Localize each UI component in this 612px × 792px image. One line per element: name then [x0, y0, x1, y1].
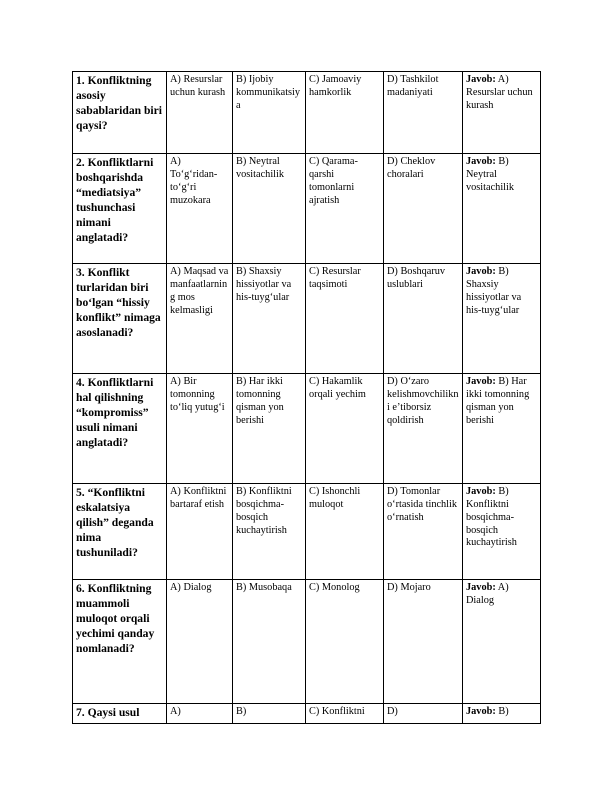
option-c-cell: C) Resurslar taqsimoti: [306, 264, 384, 374]
answer-cell: [463, 580, 541, 704]
option-d-cell: D): [384, 704, 463, 724]
option-d-cell: D) Boshqaruv uslublari: [384, 264, 463, 374]
question-cell: 4. Konfliktlarni hal qilishning “kompromiss” usuli nimani anglatadi?: [73, 374, 167, 484]
option-b-cell: B) Har ikki tomonning qisman yon berishi: [233, 374, 306, 484]
question-cell: 7. Qaysi usul: [73, 704, 167, 724]
option-b-cell: B) Neytral vositachilik: [233, 154, 306, 264]
question-cell: 1. Konfliktning asosiy sabablaridan biri qaysi?: [73, 72, 167, 154]
option-c-cell: C) Jamoaviy hamkorlik: [306, 72, 384, 154]
option-c-cell: C) Ishonchli muloqot: [306, 484, 384, 580]
answer-text: B) Konfliktni bosqichma-bosqich kuchaytirish: [466, 486, 517, 549]
answer-text: B): [498, 706, 509, 717]
option-d-cell: D) O‘zaro kelishmovchilikni e’tiborsiz qoldirish: [384, 374, 463, 484]
answer-text: B) Neytral vositachilik: [466, 156, 515, 193]
question-cell: 3. Konflikt turlaridan biri bo‘lgan “hissiy konflikt” nimaga asoslanadi?: [73, 264, 167, 374]
answer-cell: [463, 154, 541, 264]
answer-label: Javob:: [466, 582, 496, 593]
answer-cell: [463, 484, 541, 580]
answer-label: Javob:: [466, 266, 496, 277]
option-a-cell: A) Resurslar uchun kurash: [167, 72, 233, 154]
table-row: [73, 264, 541, 374]
option-a-cell: A) To‘g‘ridan-to‘g‘ri muzokara: [167, 154, 233, 264]
option-b-cell: B) Musobaqa: [233, 580, 306, 704]
option-a-cell: A) Bir tomonning to‘liq yutug‘i: [167, 374, 233, 484]
question-cell: 2. Konfliktlarni boshqarishda “mediatsiya” tushunchasi nimani anglatadi?: [73, 154, 167, 264]
option-c-cell: C) Monolog: [306, 580, 384, 704]
answer-text: A) Dialog: [466, 582, 509, 606]
table-row: [73, 580, 541, 704]
table-row: [73, 72, 541, 154]
option-b-cell: B) Shaxsiy hissiyotlar va his-tuyg‘ular: [233, 264, 306, 374]
table-row: [73, 154, 541, 264]
answer-cell: [463, 264, 541, 374]
answer-label: Javob:: [466, 486, 496, 497]
table-row: [73, 704, 541, 724]
answer-label: Javob:: [466, 376, 496, 387]
answer-label: Javob:: [466, 156, 496, 167]
option-a-cell: A): [167, 704, 233, 724]
table-row: [73, 484, 541, 580]
quiz-table: [72, 71, 541, 724]
option-a-cell: A) Konfliktni bartaraf etish: [167, 484, 233, 580]
answer-text: B) Har ikki tomonning qisman yon berishi: [466, 376, 530, 426]
answer-text: B) Shaxsiy hissiyotlar va his-tuyg‘ular: [466, 266, 522, 316]
option-d-cell: D) Cheklov choralari: [384, 154, 463, 264]
answer-text: A) Resurslar uchun kurash: [466, 74, 533, 111]
option-c-cell: C) Konfliktni: [306, 704, 384, 724]
option-c-cell: C) Hakamlik orqali yechim: [306, 374, 384, 484]
table-row: [73, 374, 541, 484]
answer-cell: [463, 374, 541, 484]
option-c-cell: C) Qarama-qarshi tomonlarni ajratish: [306, 154, 384, 264]
option-a-cell: A) Maqsad va manfaatlarning mos kelmasligi: [167, 264, 233, 374]
answer-cell: [463, 704, 541, 724]
question-cell: 5. “Konfliktni eskalatsiya qilish” deganda nima tushuniladi?: [73, 484, 167, 580]
answer-cell: [463, 72, 541, 154]
option-d-cell: D) Tomonlar o‘rtasida tinchlik o‘rnatish: [384, 484, 463, 580]
option-d-cell: D) Mojaro: [384, 580, 463, 704]
option-b-cell: B) Konfliktni bosqichma-bosqich kuchaytirish: [233, 484, 306, 580]
option-d-cell: D) Tashkilot madaniyati: [384, 72, 463, 154]
option-b-cell: B): [233, 704, 306, 724]
option-a-cell: A) Dialog: [167, 580, 233, 704]
question-cell: 6. Konfliktning muammoli muloqot orqali yechimi qanday nomlanadi?: [73, 580, 167, 704]
option-b-cell: B) Ijobiy kommunikatsiya: [233, 72, 306, 154]
answer-label: Javob:: [466, 74, 496, 85]
answer-label: Javob:: [466, 706, 496, 717]
